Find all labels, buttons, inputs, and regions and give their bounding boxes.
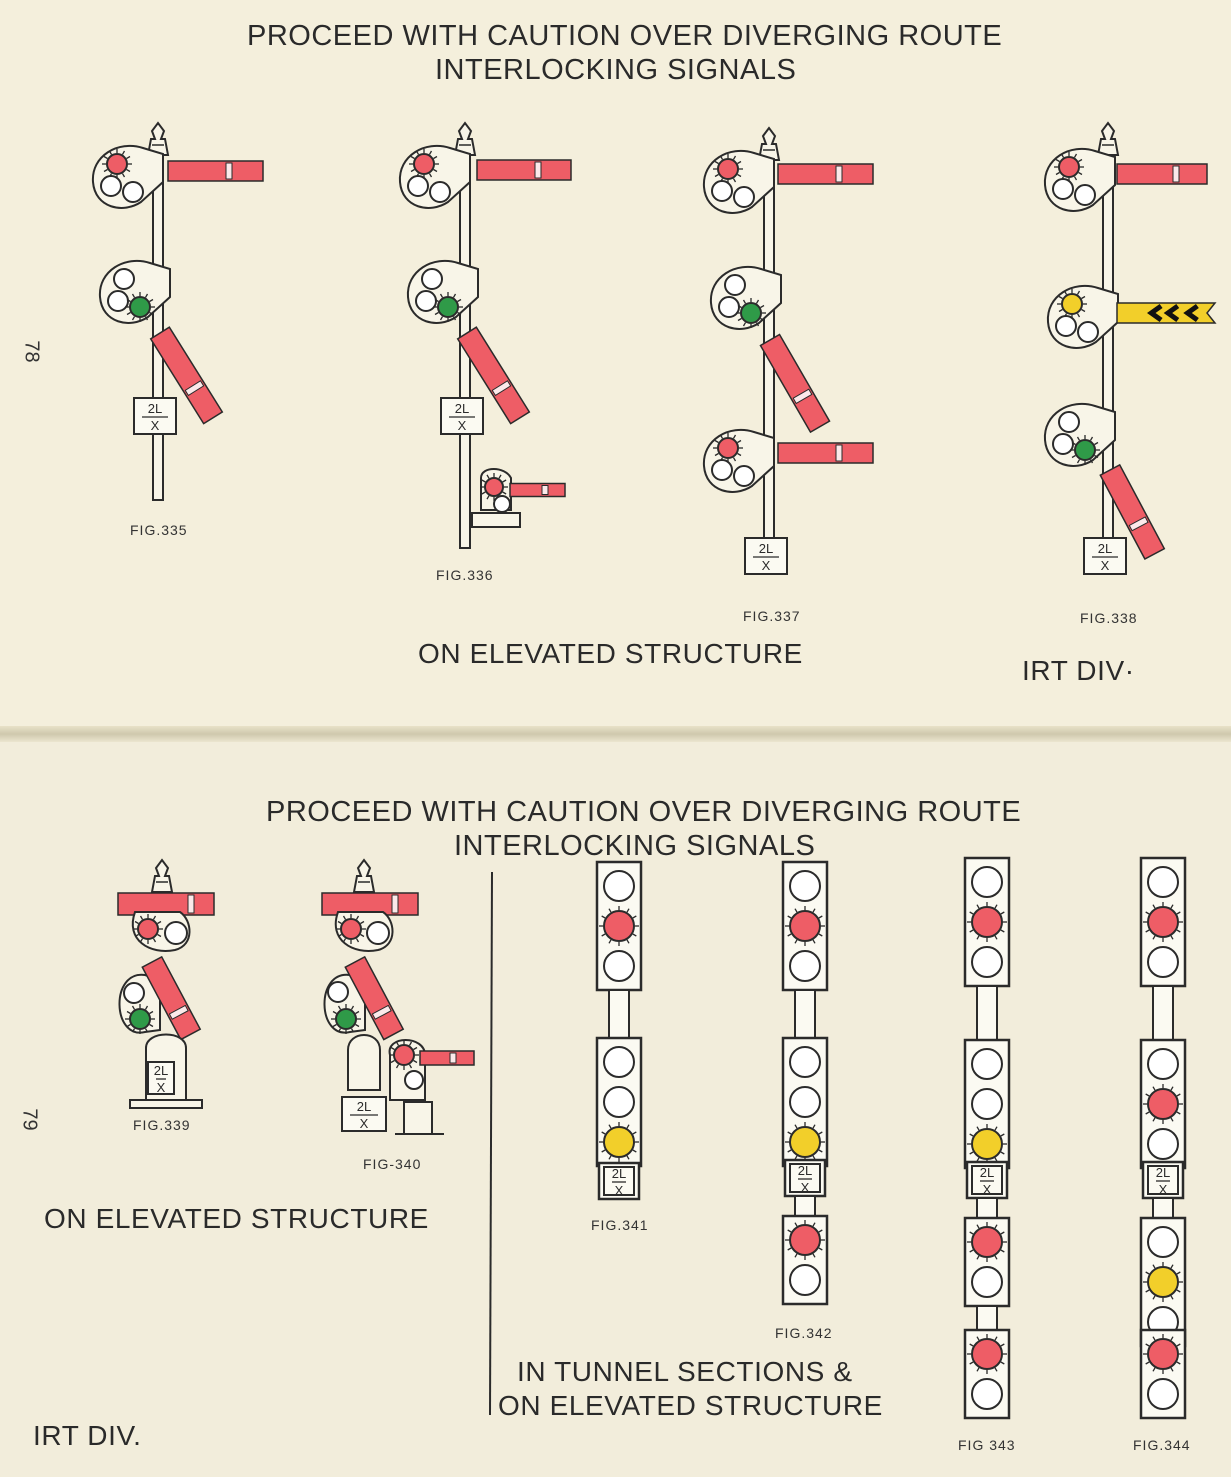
fig-335-signal [93,123,263,500]
fig-339-lower-lens-1 [124,983,144,1003]
fig-342-label: FIG.342 [775,1325,833,1341]
fig-342-head-3-lens-2 [790,1265,820,1295]
fig-338-lower-spectacle-lens-2 [1053,434,1073,454]
fig-335-upper-blade-body [168,161,263,181]
fig-338-upper-blade [1117,164,1207,184]
fig-336-dwarf-blade [510,484,565,497]
fig-337-middle-spectacle-lens-2 [719,297,739,317]
fig-338-plate-numerator: 2L [1097,541,1113,556]
fig-339-finial [152,860,172,892]
fig-340-finial [354,860,374,892]
bottom-title-line2: INTERLOCKING SIGNALS [454,830,816,862]
fig-344-head-2-lens-1 [1148,1049,1178,1079]
page-number-79: 79 [18,1108,41,1131]
fig-343-head-2-lens-1 [972,1049,1002,1079]
fig-344-head-3-lens-2 [1148,1267,1178,1297]
fig-340-dwarf-blade-stripe [450,1053,456,1063]
fig-336-plate-denominator: X [457,418,467,433]
fig-342-signal [783,862,827,1304]
fig-339-label: FIG.339 [133,1117,191,1133]
fig-339-upper-lens-2 [165,922,187,944]
fig-335-plate-numerator: 2L [147,401,163,416]
fig-343-head-4-lens-1 [972,1339,1002,1369]
fig-338-upper-spectacle-lens-3 [1075,185,1095,205]
fig-339-lower-lens-2 [130,1009,150,1029]
fig-337-lower-spectacle-lens-3 [734,466,754,486]
fig-341-plate-denominator: X [614,1183,624,1198]
fig-335-upper-spectacle-lens-1 [107,154,127,174]
fig-344-plate-numerator: 2L [1155,1165,1171,1180]
fig-336-dwarf-blade-stripe [542,486,548,495]
fig-344-head-1-lens-1 [1148,867,1178,897]
fig-338-upper-spectacle-lens-1 [1059,157,1079,177]
fig-336-dwarf-blade-body [510,484,565,497]
fig-344-label: FIG.344 [1133,1437,1191,1453]
fig-335-upper-blade [168,161,263,181]
fig-337-upper-spectacle-lens-1 [718,159,738,179]
fig-336-dwarf-lens-2 [494,496,510,512]
fig-344-signal [1141,858,1185,1418]
bottom-caption-right-line1: IN TUNNEL SECTIONS & [517,1356,853,1387]
fig-338-label: FIG.338 [1080,610,1138,626]
fig-339-base [130,1100,202,1108]
fig-337-middle-spectacle-lens-3 [741,303,761,323]
fig-338-finial [1098,123,1118,155]
fig-336-dwarf-base [472,513,520,527]
fig-343-head-3-lens-1 [972,1227,1002,1257]
fig-340-dwarf-lens-1 [394,1045,414,1065]
fig-344-head-4-lens-2 [1148,1379,1178,1409]
fig-336-label: FIG.336 [436,567,494,583]
fig-342-head-1-lens-3 [790,951,820,981]
fig-344-head-1-lens-2 [1148,907,1178,937]
fig-340-upper-lens-2 [367,922,389,944]
fig-338-signal [1045,123,1215,574]
fig-342-head-3-lens-1 [790,1225,820,1255]
bottom-title-line1: PROCEED WITH CAUTION OVER DIVERGING ROUTE [266,796,1022,828]
fig-336-upper-spectacle-lens-1 [414,154,434,174]
fig-341-signal [597,862,641,1199]
fig-337-lower-blade [778,443,873,463]
fig-343-head-1-lens-1 [972,867,1002,897]
fig-342-head-2-lens-3 [790,1127,820,1157]
fig-337-upper-spectacle-lens-3 [734,187,754,207]
fig-337-lower-blade-body [778,443,873,463]
fig-343-head-1-lens-3 [972,947,1002,977]
fig-343-connector-1 [977,986,997,1040]
fig-337-signal [704,128,873,574]
fig-341-label: FIG.341 [591,1217,649,1233]
fig-335-plate-denominator: X [150,418,160,433]
fig-336-dwarf-lens-1 [485,478,503,496]
fig-343-label: FIG 343 [958,1437,1016,1453]
fig-341-head-1-lens-2 [604,911,634,941]
fig-341-head-2-lens-1 [604,1047,634,1077]
fig-343-head-1-lens-2 [972,907,1002,937]
fig-336-upper-blade-stripe [535,162,541,178]
fig-344-connector-1 [1153,986,1173,1040]
fig-338-lower-spectacle-lens-3 [1075,440,1095,460]
fig-339-plate-denominator: X [156,1080,166,1095]
fig-335-label: FIG.335 [130,522,188,538]
fig-338-middle-spectacle-lens-1 [1062,294,1082,314]
fig-338-lower-spectacle-lens-1 [1059,412,1079,432]
fig-338-middle-spectacle-lens-3 [1078,322,1098,342]
fig-336-lower-spectacle-lens-3 [438,297,458,317]
top-title-line2: INTERLOCKING SIGNALS [435,54,797,86]
fig-340-label: FIG-340 [363,1156,422,1172]
fig-344-head-4-lens-1 [1148,1339,1178,1369]
fig-340-pedestal [348,1035,380,1090]
fig-343-head-4-lens-2 [972,1379,1002,1409]
fig-335-lower-spectacle-lens-3 [130,297,150,317]
fig-336-lower-spectacle-lens-2 [416,291,436,311]
fig-344-connector-2 [1153,1198,1173,1218]
fig-340-plate-numerator: 2L [356,1099,372,1114]
fig-341-head-2-lens-2 [604,1087,634,1117]
fig-337-plate-numerator: 2L [758,541,774,556]
fig-341-connector-1 [609,990,629,1038]
fig-336-lower-spectacle-lens-1 [422,269,442,289]
fig-338-plate-denominator: X [1100,558,1110,573]
fig-339-upper-lens-1 [138,919,158,939]
fig-338-upper-blade-body [1117,164,1207,184]
fig-337-upper-spectacle-lens-2 [712,181,732,201]
top-division: IRT DIV· [1022,655,1135,686]
top-title-line1: PROCEED WITH CAUTION OVER DIVERGING ROUTE [247,20,1003,52]
fig-337-label: FIG.337 [743,608,801,624]
fig-343-head-2-lens-2 [972,1089,1002,1119]
fig-339-plate-numerator: 2L [153,1063,169,1078]
fig-337-upper-blade-stripe [836,166,842,182]
bottom-caption-left: ON ELEVATED STRUCTURE [44,1203,429,1234]
fig-335-upper-spectacle-lens-3 [123,182,143,202]
fig-342-head-2-lens-1 [790,1047,820,1077]
fig-340-dwarf-lens-2 [405,1071,423,1089]
fig-343-connector-3 [977,1306,997,1330]
fig-340-dwarf-blade [420,1051,474,1065]
fig-342-head-1-lens-2 [790,911,820,941]
fig-336-upper-spectacle-lens-2 [408,176,428,196]
bottom-caption-right-line2: ON ELEVATED STRUCTURE [498,1390,883,1421]
fig-340-top-blade-stripe [392,895,398,913]
fig-335-upper-spectacle-lens-2 [101,176,121,196]
fig-342-plate-denominator: X [800,1180,810,1195]
fig-340-lower-lens-2 [336,1009,356,1029]
fig-340-upper-lens-1 [341,919,361,939]
fig-342-plate-numerator: 2L [797,1163,813,1178]
fig-336-plate-numerator: 2L [454,401,470,416]
fig-341-head-2-lens-3 [604,1127,634,1157]
fig-338-middle-blade [1117,303,1215,323]
fig-340-signal [322,860,474,1134]
fig-337-upper-blade [778,164,873,184]
fig-337-upper-blade-body [778,164,873,184]
fig-343-plate-denominator: X [982,1182,992,1197]
page-number-78: 78 [20,340,43,363]
fig-340-lower-lens-1 [328,982,348,1002]
top-caption: ON ELEVATED STRUCTURE [418,638,803,669]
fig-344-head-1-lens-3 [1148,947,1178,977]
fig-340-dwarf-post [404,1102,432,1134]
fig-341-plate-numerator: 2L [611,1166,627,1181]
fig-341-head-1-lens-1 [604,871,634,901]
fig-338-upper-spectacle-lens-2 [1053,179,1073,199]
fig-340-dwarf-blade-body [420,1051,474,1065]
fig-336-signal [400,123,571,548]
fig-337-lower-blade-stripe [836,445,842,461]
fig-338-upper-blade-stripe [1173,166,1179,182]
bottom-division: IRT DIV. [33,1420,142,1451]
fig-342-connector-2 [795,1196,815,1216]
fig-338-middle-spectacle-lens-2 [1056,316,1076,336]
fig-337-lower-spectacle-lens-1 [718,438,738,458]
fig-344-plate-denominator: X [1158,1182,1168,1197]
fig-336-upper-spectacle-lens-3 [430,182,450,202]
fig-341-head-1-lens-3 [604,951,634,981]
fig-344-head-2-lens-3 [1148,1129,1178,1159]
fig-335-lower-spectacle-lens-2 [108,291,128,311]
fig-335-mast [150,155,163,500]
fig-344-head-3-lens-1 [1148,1227,1178,1257]
fig-337-middle-spectacle-lens-1 [725,275,745,295]
fig-344-head-2-lens-2 [1148,1089,1178,1119]
fig-342-head-2-lens-2 [790,1087,820,1117]
fig-343-head-3-lens-2 [972,1267,1002,1297]
fig-342-head-1-lens-1 [790,871,820,901]
fig-337-plate-denominator: X [761,558,771,573]
fig-343-plate-numerator: 2L [979,1165,995,1180]
fig-336-upper-blade-body [477,160,571,180]
fig-335-lower-spectacle-lens-1 [114,269,134,289]
fig-343-head-2-lens-3 [972,1129,1002,1159]
fig-336-upper-blade [477,160,571,180]
bottom-divider-line [490,872,492,1415]
fig-339-top-blade-stripe [188,895,194,913]
fig-337-lower-spectacle-lens-2 [712,460,732,480]
fig-343-signal [965,858,1009,1418]
fig-335-upper-blade-stripe [226,163,232,179]
fig-343-connector-2 [977,1198,997,1218]
fig-342-connector-1 [795,990,815,1038]
fig-339-signal [118,860,214,1108]
fig-340-plate-denominator: X [359,1116,369,1131]
